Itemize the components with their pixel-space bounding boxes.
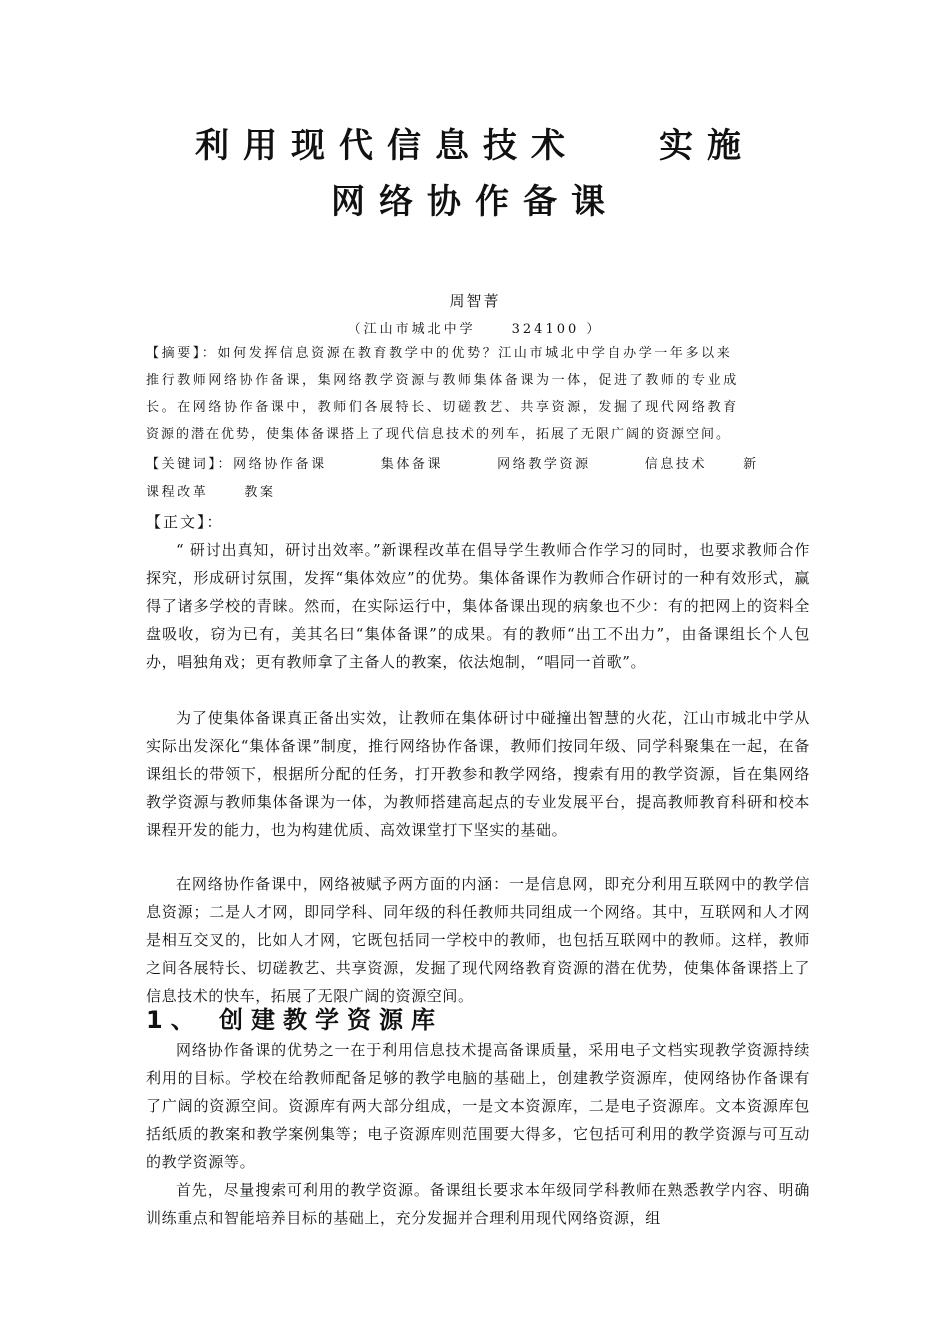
keyword: 集体备课: [380, 457, 444, 472]
keyword: 课程改革: [146, 485, 209, 500]
keywords-line-1: [146, 451, 816, 478]
paragraph: [146, 704, 810, 844]
paragraph: [146, 870, 810, 1010]
paragraph-text: “ 研讨出真知，研讨出效率。”新课程改革在倡导学生教师合作学习的同时，也要求教师合作探究，形成研讨氛围，发挥“集体效应”的优势。集体备课作为教师合作研讨的一种有效形式，赢得了诸多学校的青睐。然而，在实际运行中，集体备课出现的病象也不少：有的把网上的资料全盘吸收，窃为已有，美其名曰“集体备课”的成果。有的教师“出工不出力”，由备课组长个人包办，唱独角戏；更有教师拿了主备人的教案，依法炮制，“唱同一首歌”。: [146, 541, 810, 671]
paragraph-text: 网络协作备课的优势之一在于利用信息技术提高备课质量，采用电子文档实现教学资源持续利用的目标。学校在给教师配备足够的教学电脑的基础上，创建教学资源库，使网络协作备课有了广阔的资源空间。资源库有两大部分组成，一是文本资源库，二是电子资源库。文本资源库包括纸质的教案和教学案例集等；电子资源库则范围要大得多，它包括可利用的教学资源与可互动的教学资源等。: [146, 1041, 810, 1171]
paragraph: [146, 1036, 810, 1176]
keywords-line-2: [146, 479, 816, 506]
title-line-1: [0, 126, 950, 166]
abstract-line-1: 【摘要】：如何发挥信息资源在教育教学中的优势？江山市城北中学自办学一年多以来: [146, 346, 733, 361]
title-line-2: 网络协作备课: [331, 182, 619, 222]
affiliation-school: （江山市城北中学: [347, 322, 476, 337]
keywords-label: 【关键词】：: [146, 457, 234, 472]
paragraph-text: 在网络协作备课中，网络被赋予两方面的内涵：一是信息网，即充分利用互联网中的教学信息资源；二是人才网，即同学科、同年级的科任教师共同组成一个网络。其中，互联网和人才网是相互交叉的，比如人才网，它既包括同一学校中的教师，也包括互联网中的教师。这样，教师之间各展特长、切磋教艺、共享资源，发掘了现代网络教育资源的潜在优势，使集体备课搭上了信息技术的快车，拓展了无限广阔的资源空间。: [146, 875, 810, 1005]
abstract-line-3: 长。在网络协作备课中，教师们各展特长、切磋教艺、共享资源，发掘了现代网络教育: [146, 400, 739, 415]
body-label: 【正文】：: [146, 513, 224, 531]
paragraph-text: 首先，尽量搜索可利用的教学资源。备课组长要求本年级同学科教师在熟悉教学内容、明确训练重点和智能培养目标的基础上，充分发掘并合理利用现代网络资源，组: [146, 1181, 810, 1227]
paragraph: [146, 536, 810, 676]
title-part-left: 利用现代信息技术: [195, 126, 579, 166]
abstract-line-2: 推行教师网络协作备课，集网络教学资源与教师集体备课为一体，促进了教师的专业成: [146, 373, 739, 388]
section-heading: 1、 创建教学资源库: [146, 1006, 444, 1034]
paragraph: [146, 1176, 810, 1232]
title-part-right: 实施: [659, 126, 755, 166]
keyword: 教案: [244, 485, 276, 500]
keyword: 网络教学资源: [497, 457, 591, 472]
paragraph-text: 为了使集体备课真正备出实效，让教师在集体研讨中碰撞出智慧的火花，江山市城北中学从实际出发深化“集体备课”制度，推行网络协作备课，教师们按同年级、同学科聚集在一起，在备课组长的带领下，根据所分配的任务，打开教参和教学网络，搜索有用的教学资源，旨在集网络教学资源与教师集体备课为一体，为教师搭建高起点的专业发展平台，提高教师教育科研和校本课程开发的能力，也为构建优质、高效课堂打下坚实的基础。: [146, 709, 810, 839]
keyword: 网络协作备课: [233, 457, 327, 472]
keyword: 信息技术: [644, 457, 708, 472]
abstract-line-4: 资源的潜在优势，使集体备课搭上了现代信息技术的列车，拓展了无限广阔的资源空间。: [146, 427, 732, 442]
author-name: 周智菁: [449, 292, 501, 310]
affiliation-postcode: 324100 ）: [511, 322, 603, 337]
keyword: 新: [743, 457, 759, 472]
author-affiliation: [0, 318, 950, 337]
